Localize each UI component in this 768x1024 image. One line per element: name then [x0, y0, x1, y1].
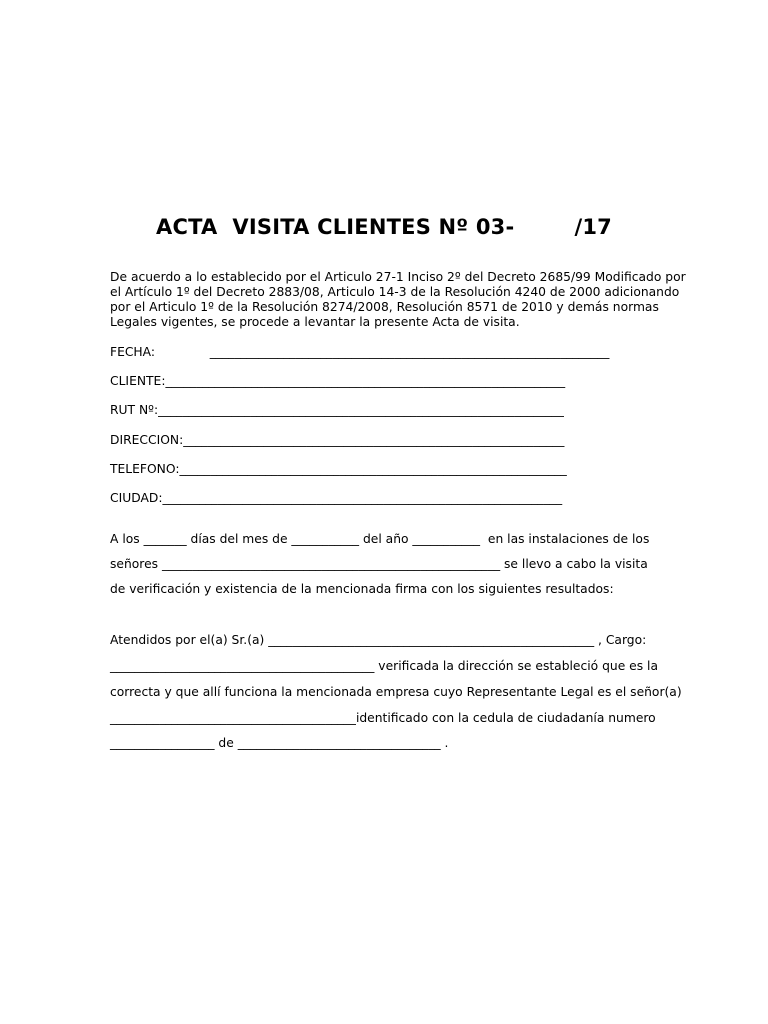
visit-paragraph-line: señores _______________________________________________________ se llevo a cabo la visita: [110, 557, 648, 571]
result-paragraph-line: _________________ de _________________________________ .: [110, 736, 449, 750]
visit-paragraph-line: de verificación y existencia de la mencionada firma con los siguientes resultados:: [110, 582, 614, 596]
result-paragraph-line: Atendidos por el(a) Sr.(a) _____________________________________________________ , Cargo:: [110, 633, 647, 647]
intro-line: De acuerdo a lo establecido por el Articulo 27-1 Inciso 2º del Decreto 2685/99 Modificado por: [110, 270, 686, 284]
document-title: ACTA VISITA CLIENTES Nº 03- /17: [156, 215, 612, 239]
field-cliente: CLIENTE:_________________________________________________________________: [110, 374, 566, 388]
visit-paragraph-line: A los _______ días del mes de ___________ del año ___________ en las instalaciones de los: [110, 532, 650, 546]
result-paragraph-line: ___________________________________________ verificada la dirección se estableció que es la: [110, 659, 659, 673]
intro-line: el Artículo 1º del Decreto 2883/08, Articulo 14-3 de la Resolución 4240 de 2000 adicionando: [110, 285, 680, 299]
field-direccion: DIRECCION:______________________________________________________________: [110, 433, 565, 447]
result-paragraph-line: correcta y que allí funciona la mencionada empresa cuyo Representante Legal es el señor(a): [110, 685, 682, 699]
intro-paragraph: [110, 270, 686, 330]
intro-line: Legales vigentes, se procede a levantar la presente Acta de visita.: [110, 315, 520, 329]
field-ciudad: CIUDAD:_________________________________________________________________: [110, 491, 563, 505]
result-paragraph-line: ________________________________________identificado con la cedula de ciudadanía numero: [110, 711, 656, 725]
field-telefono: TELEFONO:_______________________________________________________________: [110, 462, 567, 476]
intro-line: por el Articulo 1º de la Resolución 8274/2008, Resolución 8571 de 2010 y demás normas: [110, 300, 659, 314]
field-rut: RUT Nº:__________________________________________________________________: [110, 403, 564, 417]
field-fecha: FECHA: _________________________________________________________________: [110, 345, 610, 359]
